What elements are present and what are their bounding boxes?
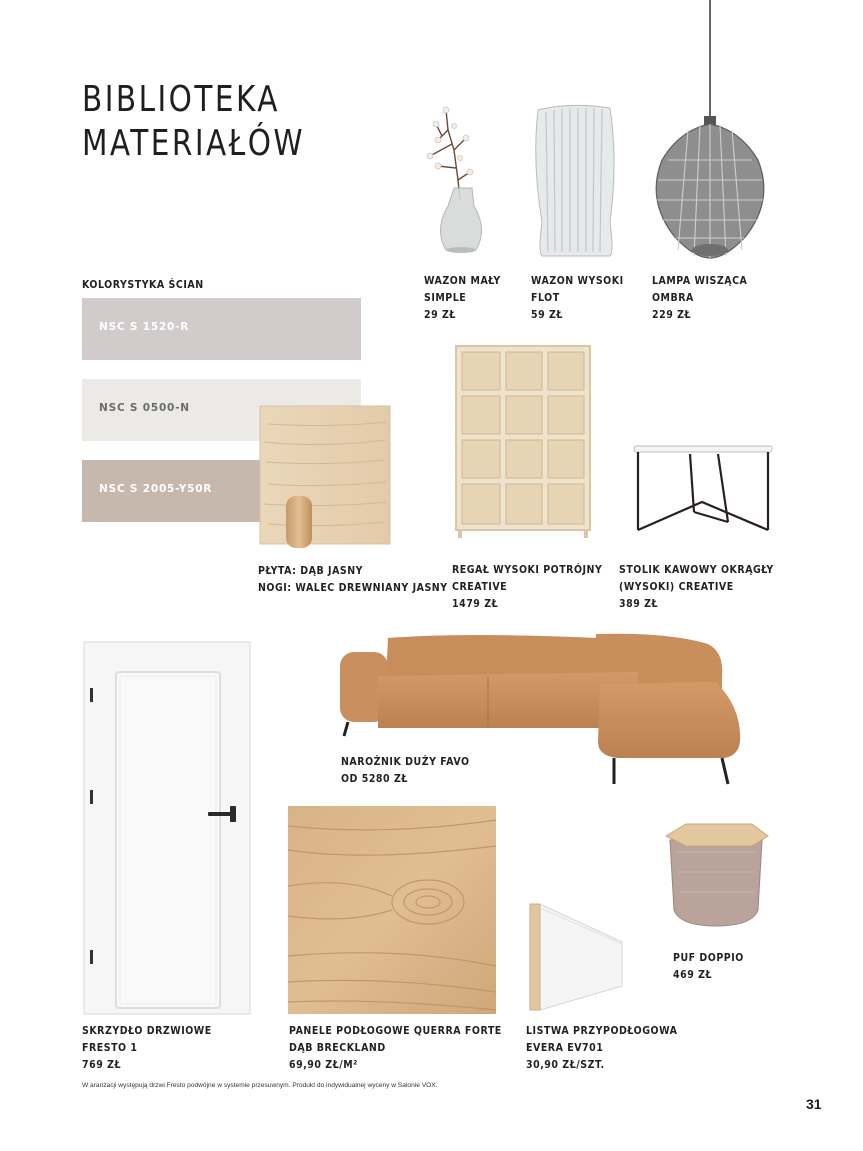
- skirting-board-image: [526, 900, 624, 1012]
- swatch-nsc-1520-r: [82, 298, 361, 360]
- swatch-code: NSC S 1520-R: [99, 321, 190, 333]
- caption-line: 769 ZŁ: [82, 1058, 122, 1071]
- caption-line: 59 ZŁ: [531, 308, 563, 321]
- oak-board-image: [258, 404, 394, 554]
- caption-line: (WYSOKI) CREATIVE: [619, 580, 734, 593]
- page-title: [82, 78, 305, 166]
- pendant-lamp-image: [648, 0, 774, 264]
- caption-line: 30,90 ZŁ/SZT.: [526, 1058, 605, 1071]
- shelf-image: [452, 344, 594, 538]
- caption-line: PUF DOPPIO: [673, 951, 744, 964]
- title-line-1: BIBLIOTEKA: [82, 79, 280, 120]
- caption-line: WAZON MAŁY: [424, 274, 501, 287]
- caption-board: [258, 562, 448, 596]
- page-number: 31: [806, 1096, 822, 1112]
- caption-line: FRESTO 1: [82, 1041, 138, 1054]
- caption-pouf: [673, 949, 744, 983]
- small-vase-image: [408, 100, 494, 262]
- caption-line: WAZON WYSOKI: [531, 274, 624, 287]
- caption-line: FLOT: [531, 291, 560, 304]
- caption-line: 389 ZŁ: [619, 597, 659, 610]
- caption-door: [82, 1022, 212, 1073]
- caption-line: DĄB BRECKLAND: [289, 1041, 386, 1054]
- caption-line: 469 ZŁ: [673, 968, 713, 981]
- caption-tall-vase: [531, 272, 624, 323]
- caption-line: NAROŻNIK DUŻY FAVO: [341, 755, 470, 768]
- caption-line: NOGI: WALEC DREWNIANY JASNY: [258, 581, 448, 594]
- wall-colors-heading: KOLORYSTYKA ŚCIAN: [82, 278, 204, 291]
- caption-sofa: [341, 753, 470, 787]
- caption-line: 1479 ZŁ: [452, 597, 499, 610]
- tall-vase-image: [530, 102, 622, 262]
- caption-floor-panels: [289, 1022, 502, 1073]
- title-line-2: MATERIAŁÓW: [82, 123, 306, 164]
- pouf-image: [662, 822, 772, 932]
- caption-line: 29 ZŁ: [424, 308, 456, 321]
- caption-line: OD 5280 ZŁ: [341, 772, 408, 785]
- floor-panel-image: [288, 806, 496, 1014]
- caption-small-vase: [424, 272, 501, 323]
- caption-shelf: [452, 561, 602, 612]
- caption-skirting: [526, 1022, 677, 1073]
- caption-line: PANELE PODŁOGOWE QUERRA FORTE: [289, 1024, 502, 1037]
- swatch-code: NSC S 2005-Y50R: [99, 483, 213, 495]
- door-image: [82, 640, 252, 1016]
- caption-line: OMBRA: [652, 291, 694, 304]
- caption-coffee-table: [619, 561, 774, 612]
- caption-line: REGAŁ WYSOKI POTRÓJNY: [452, 563, 603, 576]
- caption-line: LAMPA WISZĄCA: [652, 274, 748, 287]
- caption-line: 229 ZŁ: [652, 308, 692, 321]
- caption-line: 69,90 ZŁ/M²: [289, 1058, 358, 1071]
- caption-line: PŁYTA: DĄB JASNY: [258, 564, 364, 577]
- caption-line: EVERA EV701: [526, 1041, 604, 1054]
- caption-line: SKRZYDŁO DRZWIOWE: [82, 1024, 212, 1037]
- caption-line: LISTWA PRZYPODŁOGOWA: [526, 1024, 678, 1037]
- coffee-table-image: [632, 442, 774, 534]
- footnote: W aranżacji występują drzwi Fresto podwójne w systemie przesuwnym. Produkt do indywidualnej wyceny w Salonie VOX.: [82, 1082, 438, 1089]
- caption-line: CREATIVE: [452, 580, 508, 593]
- caption-line: SIMPLE: [424, 291, 467, 304]
- swatch-code: NSC S 0500-N: [99, 402, 190, 414]
- caption-lamp: [652, 272, 747, 323]
- caption-line: STOLIK KAWOWY OKRĄGŁY: [619, 563, 774, 576]
